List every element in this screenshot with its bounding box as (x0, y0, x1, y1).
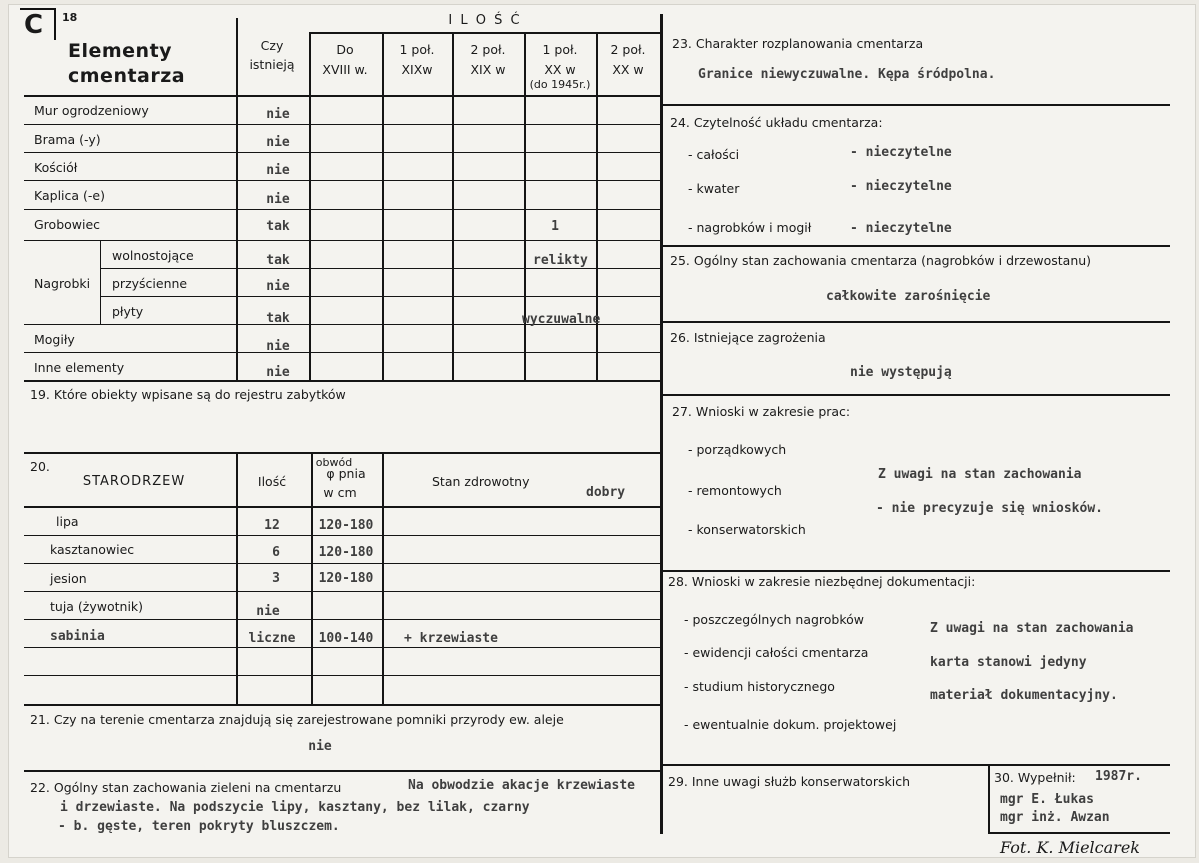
q28-a: - poszczególnych nagrobków (684, 612, 865, 627)
col-header-5a: 2 poł. (610, 42, 646, 57)
col-header-3b: XIX w (470, 62, 506, 77)
grid-line (662, 570, 1170, 572)
grid-line (24, 95, 661, 97)
q20-col-obwod-c: w cm (323, 485, 357, 500)
tree-count-4: nie (256, 604, 280, 619)
q27-label: 27. Wnioski w zakresie prac: (672, 404, 851, 419)
col-header-4b: XX w (544, 62, 576, 77)
q20-col-obwod-a: obwód (315, 456, 353, 469)
q30-year: 1987r. (1095, 769, 1142, 784)
value-przyscienne: nie (266, 279, 290, 294)
grid-line (662, 321, 1170, 323)
row-label-grobowiec: Grobowiec (34, 217, 101, 232)
q24-calosci: - całości (688, 147, 740, 162)
grid-line (24, 209, 661, 210)
q30-person-1: mgr E. Łukas (1000, 792, 1094, 807)
card-number: 18 (62, 11, 78, 24)
tree-count-2: 6 (272, 545, 280, 560)
grid-line (24, 675, 661, 676)
q28-b: - ewidencji całości cmentarza (684, 645, 869, 660)
q29-label: 29. Inne uwagi służb konserwatorskich (668, 774, 910, 789)
q21-answer: nie (308, 739, 332, 754)
q22-text-3: - b. gęste, teren pokryty bluszczem. (58, 819, 340, 834)
q28-label: 28. Wnioski w zakresie niezbędnej dokumentacji: (668, 574, 976, 589)
q28-answer-3: materiał dokumentacyjny. (930, 688, 1118, 703)
value-plyty: tak (266, 311, 290, 326)
tree-count-1: 12 (264, 518, 280, 533)
note-plyty: wyczuwalne (522, 312, 601, 327)
grid-line (24, 647, 661, 648)
q30-label: 30. Wypełnił: (994, 770, 1076, 785)
tree-name-4: tuja (żywotnik) (50, 599, 144, 614)
grid-line (24, 506, 661, 508)
col-header-2b: XIXw (401, 62, 433, 77)
value-brama: nie (266, 135, 290, 150)
value-kosciol: nie (266, 163, 290, 178)
q27-a: - porządkowych (688, 442, 787, 457)
row-label-inne: Inne elementy (34, 360, 125, 375)
grid-line (100, 268, 661, 269)
section-title-line1: Elementy (68, 40, 173, 62)
value-mogily: nie (266, 339, 290, 354)
q27-answer-1: Z uwagi na stan zachowania (878, 467, 1082, 482)
col-header-1a: Do (336, 42, 354, 57)
value-wolnostojace: tak (266, 253, 290, 268)
tree-size-1: 120-180 (318, 518, 374, 533)
grid-line (24, 380, 661, 382)
tree-count-5: liczne (248, 631, 296, 646)
q25-answer: całkowite zarośnięcie (826, 289, 991, 304)
grid-line (382, 32, 384, 380)
q24-nagrobkow: - nagrobków i mogił (688, 220, 812, 235)
q27-b: - remontowych (688, 483, 782, 498)
grid-line (100, 296, 661, 297)
count-grobowiec: 1 (551, 219, 559, 234)
grid-line (311, 452, 313, 704)
grid-line (662, 764, 1170, 766)
tree-size-3: 120-180 (318, 571, 374, 586)
grid-line (662, 104, 1170, 106)
ilosc-header: I L O Ś Ć (448, 13, 522, 28)
q24-kwater: - kwater (688, 181, 740, 196)
grid-line (24, 452, 661, 454)
tree-name-3: jesion (50, 571, 87, 586)
row-label-kaplica: Kaplica (-e) (34, 188, 105, 203)
q28-answer-1: Z uwagi na stan zachowania (930, 621, 1134, 636)
grid-line (309, 32, 311, 380)
col-header-5b: XX w (612, 62, 644, 77)
col-header-4a: 1 poł. (542, 42, 578, 57)
row-label-brama: Brama (-y) (34, 132, 101, 147)
czy-label-2: istnieją (249, 57, 295, 72)
row-label-plyty: płyty (112, 304, 144, 319)
czy-label-1: Czy (260, 38, 284, 53)
q22-text-1: Na obwodzie akacje krzewiaste (408, 779, 635, 792)
q27-answer-2: - nie precyzuje się wniosków. (876, 501, 1103, 516)
col-header-1b: XVIII w. (322, 62, 368, 77)
q24-answer-kwater: - nieczytelne (850, 179, 952, 194)
col-header-4c: (do 1945r.) (529, 78, 591, 91)
grid-line (382, 452, 384, 704)
grid-line (662, 245, 1170, 247)
q24-label: 24. Czytelność układu cmentarza: (670, 115, 883, 130)
grid-line (24, 152, 661, 153)
q28-c: - studium historycznego (684, 679, 835, 694)
q19-label: 19. Które obiekty wpisane są do rejestru zabytków (30, 387, 346, 402)
q28-d: - ewentualnie dokum. projektowej (684, 717, 897, 732)
q27-c: - konserwatorskich (688, 522, 806, 537)
q25-label: 25. Ogólny stan zachowania cmentarza (nagrobków i drzewostanu) (670, 253, 1092, 268)
q21-label: 21. Czy na terenie cmentarza znajdują się zarejestrowane pomniki przyrody ew. aleje (30, 712, 564, 727)
q20-number: 20. (30, 459, 50, 474)
inventory-card (8, 4, 1196, 858)
q26-label: 26. Istniejące zagrożenia (670, 330, 826, 345)
q20-col-obwod-b: φ pnia (326, 466, 366, 481)
q22-label: 22. Ogólny stan zachowania zieleni na cmentarzu (30, 780, 342, 795)
value-inne: nie (266, 365, 290, 380)
note-wolnostojace: relikty (533, 253, 588, 268)
tree-size-5: 100-140 (318, 631, 374, 646)
tree-name-5: sabinia (50, 629, 105, 644)
q20-stan-value: dobry (586, 485, 626, 500)
q23-answer: Granice niewyczuwalne. Kępa śródpolna. (698, 67, 996, 82)
grid-line (309, 32, 661, 34)
q20-col-ilosc: Ilość (257, 474, 287, 489)
q24-answer-nagrobkow: - nieczytelne (850, 221, 952, 236)
q26-answer: nie występują (850, 365, 952, 380)
grid-line (988, 832, 1170, 834)
tree-count-3: 3 (272, 571, 280, 586)
grid-line (100, 240, 101, 324)
grid-line (24, 124, 661, 125)
grid-line (988, 764, 990, 832)
center-divider (660, 14, 663, 834)
q20-title: STARODRZEW (82, 474, 186, 489)
grid-line (662, 394, 1170, 396)
grid-line (24, 704, 661, 706)
tree-name-2: kasztanowiec (50, 542, 135, 557)
row-label-mogily: Mogiły (34, 332, 75, 347)
q22-text-2: i drzewiaste. Na podszycie lipy, kasztany, bez lilak, czarny (60, 800, 530, 815)
row-label-przyscienne: przyścienne (112, 276, 188, 291)
grid-line (236, 18, 238, 380)
tree-name-1: lipa (56, 514, 79, 529)
value-grobowiec: tak (266, 219, 290, 234)
q28-answer-2: karta stanowi jedyny (930, 655, 1087, 670)
value-kaplica: nie (266, 192, 290, 207)
row-label-kosciol: Kościół (34, 160, 78, 175)
q20-col-stan: Stan zdrowotny (432, 474, 530, 489)
q23-label: 23. Charakter rozplanowania cmentarza (672, 36, 924, 51)
tree-note-5: + krzewiaste (404, 631, 498, 646)
q30-person-2: mgr inż. Awzan (1000, 810, 1110, 825)
row-label-nagrobki: Nagrobki (34, 276, 91, 291)
tree-size-2: 120-180 (318, 545, 374, 560)
row-label-mur: Mur ogrodzeniowy (34, 103, 149, 118)
grid-line (24, 240, 661, 241)
grid-line (24, 770, 661, 772)
q24-answer-calosci: - nieczytelne (850, 145, 952, 160)
grid-line (24, 619, 661, 620)
grid-line (236, 452, 238, 704)
grid-line (24, 180, 661, 181)
grid-line (24, 591, 661, 592)
row-label-wolnostojace: wolnostojące (112, 248, 194, 263)
col-header-3a: 2 poł. (470, 42, 506, 57)
grid-line (524, 32, 526, 380)
grid-line (452, 32, 454, 380)
grid-line (24, 535, 661, 536)
col-header-2a: 1 poł. (399, 42, 435, 57)
card-letter: C (24, 10, 44, 40)
section-title-line2: cmentarza (68, 65, 186, 87)
value-mur: nie (266, 107, 290, 122)
photo-credit-signature: Fot. K. Mielcarek (1000, 838, 1140, 857)
grid-line (596, 32, 598, 380)
grid-line (24, 563, 661, 564)
grid-line (24, 352, 661, 353)
